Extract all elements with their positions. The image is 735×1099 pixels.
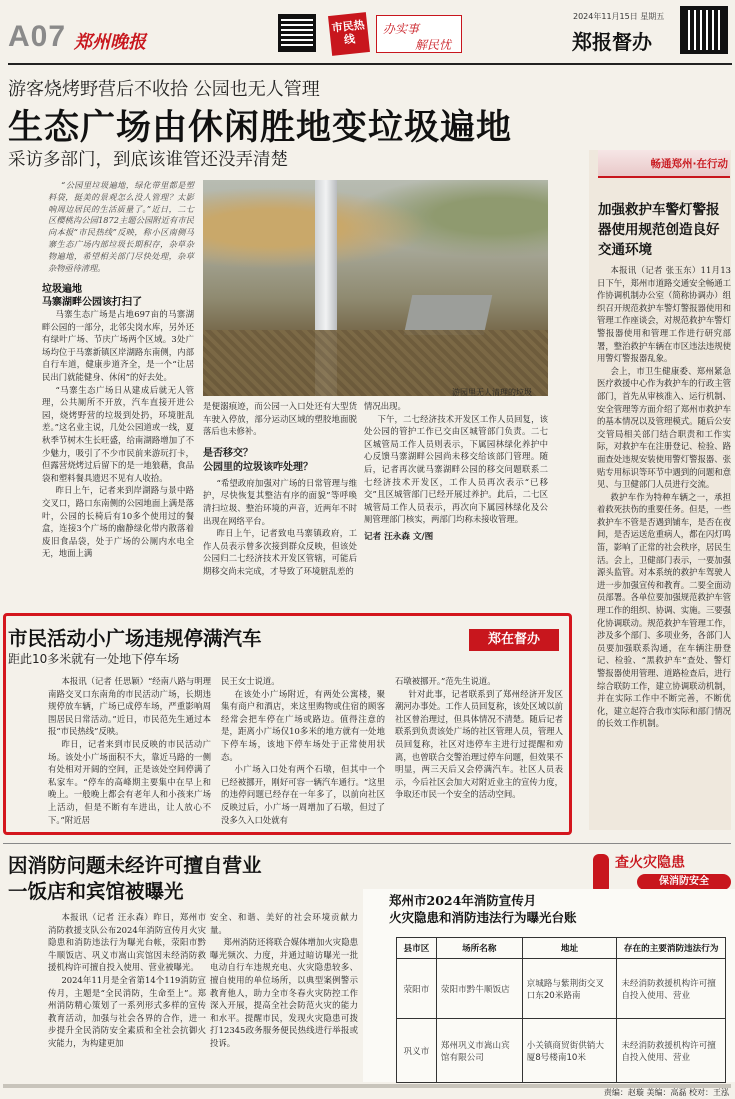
fire-col2-p1: 安全、和谐、美好的社会环境贡献力量。	[210, 912, 358, 935]
fire-logo-line-1: 查火灾隐患	[615, 855, 685, 871]
hotline-logo	[328, 12, 370, 56]
qr-code-icon	[278, 14, 316, 52]
lead-column-1	[42, 308, 194, 560]
lead-column-2	[203, 400, 357, 578]
lead-col1-p3: 昨日上午，记者来到岸湖路与景中路交叉口，路口东南侧的公园地面上满是落叶，公园的长椅后有10多个使用过的餐盒，连接3个广场的幽静绿化带内散落着废旧食品袋，处于广场的公厕内水电全无，地面上满	[42, 485, 194, 559]
masthead	[0, 0, 735, 62]
photo-caption: 游园里无人清理的垃圾	[452, 388, 532, 397]
feature-column-1	[48, 675, 211, 826]
feature-col3-p2: 针对此事，记者联系到了郑州经济开发区潮河办事处。工作人员回复称，该处区域以前社区曾治理过，但具体情况不清楚。随后记者联系到负责该处广场的社区管理人员，管理人员回复称，社区对违停车主进行过提醒和劝离，也曾联合交警治理过停车问题，但效果不明显，两三天后又会停满汽车。社区人员表示，今后社区会加大对附近业主的宣传力度，争取还市民一个安全的活动空间。	[395, 688, 563, 800]
feature-column-3	[395, 675, 563, 801]
fire-column-1	[48, 911, 206, 1050]
table-cell: 郑州巩义市嵩山宾馆有限公司	[436, 1019, 522, 1083]
table-cell: 未经消防救援机构许可擅自投入使用、营业	[617, 1019, 726, 1083]
feature-column-2	[221, 675, 385, 826]
table-cell: 京城路与紫荆街交叉口东20米路南	[522, 959, 617, 1019]
feature-col2-p3: 小广场入口处有两个石墩，但其中一个已经被挪开，刚好可容一辆汽车通行。“这里的违停问题已经存在一年多了，以前向社区反映过后，小广场一周增加了石墩，但过了没多久入口处就有	[221, 764, 385, 825]
qr-code-icon	[680, 6, 728, 54]
paper-name-logo: 郑州晚报	[74, 32, 146, 53]
lead-column-3	[364, 400, 548, 544]
table-header-cell: 场所名称	[436, 938, 522, 959]
lead-col3-p1: 情况出现。	[364, 401, 406, 411]
sidebar-p2: 会上，市卫生健康委、郑州紧急医疗救援中心作为救护车的行政主管部门，首先从审核准入、运行机制、安全管理等方面介绍了郑州市救护车的基本情况以及管理模式。随后公安交管局相关部门结合职责和工作实际，对救护车在注册登记、检验、路面查处违规安装使用警灯警报器、张贴专用标识等环节中遇到的问题和意见、与卫健部门人员进行交流。	[597, 365, 731, 490]
fire-headline-line-1: 因消防问题未经许可擅自营业	[8, 854, 262, 877]
fire-headline-line-2: 一饭店和宾馆被曝光	[8, 880, 184, 903]
photo-trees	[203, 180, 548, 300]
sidebar-headline: 加强救护车警灯警报器使用规范创造良好交通环境	[598, 202, 720, 258]
slogan-box	[376, 15, 462, 53]
sidebar-column-banner	[598, 150, 730, 178]
lead-col2-p1: 是便溺痕迹，而公园一入口处还有大型货车驶入停放，部分运动区域的塑胶地面脱落后也未修补。	[203, 401, 357, 437]
section-title: 郑报督办	[572, 30, 652, 54]
fire-table-title-line-1: 郑州市2024年消防宣传月	[389, 893, 537, 908]
fire-col1-p2: 2024年11月是全省第14个119消防宣传月，主题是“全民消防，生命至上”。郑州消防精心策划了一系列形式多样的宣传教育活动，加强与社会各界的合作，进一步提升全民消防安全素质和全社会抗御火灾能力，为构建更加	[48, 974, 206, 1048]
feature-badge	[469, 629, 559, 651]
table-cell: 巩义市	[397, 1019, 437, 1083]
fire-table-wrap	[396, 937, 726, 1083]
table-row	[397, 1019, 726, 1083]
sidebar-p1: 本报讯（记者 张玉东）11月13日下午，郑州市道路交通安全畅通工作协调机制办公室（简称协调办）组织召开规范救护车警灯警报器使用和管理工作座谈会，对规范救护车警灯警报器使用和管理工作进行研究部署，整治救护车辆在市区违法违规使用警灯警报器乱象。	[597, 265, 731, 364]
feature-headline: 市民活动小广场违规停满汽车	[8, 627, 262, 650]
table-row	[397, 959, 726, 1019]
table-header-cell: 地址	[522, 938, 617, 959]
lead-subhead: 采访多部门，到底该谁管还没弄清楚	[8, 150, 288, 170]
lead-byline: 记者 汪永森 文/图	[364, 531, 434, 542]
lead-kicker: 游客烧烤野营后不收拾 公园也无人管理	[8, 79, 320, 100]
feature-badge-text: 郑在督办	[487, 632, 540, 647]
fire-extinguisher-icon	[593, 854, 609, 890]
feature-subhead: 距此10多米就有一处地下停车场	[8, 652, 180, 666]
table-cell: 荥阳市	[397, 959, 437, 1019]
fire-logo-line-2-text: 保消防安全	[659, 876, 709, 887]
lead-col2-p2: “希望政府加强对广场的日常管理与维护，尽快恢复其整洁有序的面貌”等呼唤清扫垃圾、整治环境的声音，近两年不时出现在网络平台。	[203, 477, 357, 526]
lead-col1-p2: “马寨生态广场日从建成后就无人管理，公共厕所不开放，汽车直接开进公园，烧烤野营的垃圾到处扔，环境脏乱差。”这名业主说，几处公园道或一线，夏秋季节树木生长旺盛，给南湖路增加了不少魅力，吸引了不少市民前来游玩打卡，但露营烧烤过后留下的是一地狼藉，食品袋和塑料餐具遗迟不见有人收拾。	[42, 384, 194, 483]
slogan-line-1: 办实事	[383, 22, 420, 36]
feature-col2-p1: 民王女士说道。	[221, 676, 280, 686]
table-cell: 小关镇商贸街供销大厦8号楼南10米	[522, 1019, 617, 1083]
feature-col3-p1: 石墩被挪开。”范先生说道。	[395, 676, 496, 686]
lead-intro	[48, 180, 194, 274]
fire-logo-line-2	[637, 874, 731, 890]
feature-col1-p1: 本报讯（记者 任思颖）“经南八路与明理南路交叉口东南角的市民活动广场，长期违规停放车辆，广场已成停车场，严重影响周围居民日常活动。”近日，市民范先生通过本报“市民热线”反映。	[48, 676, 211, 737]
lead-col3-p2: 下午，二七经济技术开发区工作人员回复，该处公园的管护工作已交由区城管部门负责。二七区城管局工作人员则表示，下属园林绿化养护中心反馈马寨湖畔公园尚未移交给该部门管理。随后，记者再次就马寨湖畔公园的移交问题联系二七经济技术开发区，工作人员再次表示“已移交”且区城管部门已经开展过养护。此后，二七区城管局工作人员表示，再次向下属园林绿化及公厕管理部门核实，两部门均称未接收管理。	[364, 413, 548, 525]
page-number: A07	[8, 20, 67, 53]
issue-date: 2024年11月15日 星期五	[573, 12, 665, 21]
fire-top-rule	[3, 843, 731, 844]
sidebar-column-title: 畅通郑州·在行动	[650, 158, 728, 170]
table-cell: 未经消防救援机构许可擅自投入使用、营业	[617, 959, 726, 1019]
lead-intro-text: “公园里垃圾遍地，绿化带里都是塑料袋，挺美的景观怎么没人管理？太影响周边居民的生活质量了。”近日，二七区樱桃沟公园1872主题公园附近有市民向本报“市民热线”反映，称小区南侧马寨生态广场内部垃圾长期积存，杂草杂物遍地，希望相关部门尽快处理，杂草杂物亟待清理。	[48, 180, 194, 273]
table-header-cell: 县市区	[397, 938, 437, 959]
lead-section2-title: 是否移交？	[203, 447, 253, 459]
table-header-cell: 存在的主要消防违法行为	[617, 938, 726, 959]
lead-headline: 生态广场由休闲胜地变垃圾遍地	[8, 107, 513, 148]
lead-col1-p1: 马寨生态广场是占地697亩的马寨湖畔公园的一部分，北邻尖岗水库，另外还有绿叶广场、节庆广场两个区域。3处广场均位于马寨新镇区岸湖路东南侧，内部自行车道，健康步道齐全，是一个“让居民出门就能健身、休闲”的好去处。	[42, 309, 194, 382]
lead-photo	[203, 180, 548, 396]
table-header-row	[397, 938, 726, 959]
masthead-divider	[8, 63, 732, 65]
photo-bench	[404, 295, 493, 335]
footer-credits: 责编：赵璇 美编：高磊 校对：王泓	[603, 1088, 729, 1097]
sidebar-p3: 救护车作为特种车辆之一，承担着救死扶伤的重要任务。但是，一些救护车不管是否遇到铺车，是否在夜间，是否运送危重病人，都在闪灯鸣笛，影响了正常的社会秩序，居民生活。会上，卫健部门表示，一要加强源头监管。对本系统的救护车驾驶人进一步加强宣传和教育。二要全面动员部署。各单位要加强规范救护车管理工作的组织、协调、实施。三要强化协调联动。规范救护车管理工作，涉及多个部门、多项业务，各部门人员要加强联系沟通，在车辆注册登记、检验、“黑救护车”查处、警灯警报器使用管理、道路检查后，进行综合联防工作，建立协调联动机制，并在实际工作中不断完善，不断优化，建立起符合我市实际和部门情况的长效工作机制。	[597, 491, 731, 729]
fire-col2-p2: 郑州消防还将联合媒体增加火灾隐患曝光频次、力度，并通过暗访曝光一批电动自行车违规充电、火灾隐患较多、擅自使用的单位场所，以典型案例警示教育他人，助力全市冬春火灾防控工作深入开展，提高全社会防范火灾的能力和水平。提醒市民，发现火灾隐患可拨打12345政务服务便民热线进行举报或投诉。	[210, 937, 358, 1048]
slogan-line-2: 解民忧	[415, 38, 452, 52]
fire-column-2	[210, 911, 358, 1050]
fire-table-title-line-2: 火灾隐患和消防违法行为曝光台账	[389, 910, 577, 925]
feature-col1-p2: 昨日，记者来到市民反映的市民活动广场。该处小广场面积不大，靠近马路的一侧有处相对开阔的空间，正是该处空间停满了私家车。“停车的高峰期主要集中在早上和晚上。一般晚上都会有老年人和小孩来广场上活动，但是不断有车进出，让人放心不下。”附近居	[48, 738, 211, 825]
lead-section1-title: 垃圾遍地	[42, 284, 82, 295]
hotline-logo-text: 市民热线	[331, 18, 366, 47]
lead-col2-p3: 昨日上午，记者致电马寨镇政府，工作人员表示曾多次接到群众反映，但该处公园归二七经济技术开发区管辖，可能后期移交尚未完成，才导致了环境脏乱差的	[203, 528, 357, 576]
lead-section2-sub: 公园里的垃圾该咋处理？	[203, 461, 313, 473]
fire-col1-p1: 本报讯（记者 汪永森）昨日，郑州市消防救援支队公布2024年消防宣传月火灾隐患和消防违法行为曝光台帐，荥阳市黔牛顺饭店、巩义市嵩山宾馆因未经消防救援机构许可擅自投入使用、营业被曝光。	[48, 912, 206, 973]
sidebar-body	[597, 264, 731, 730]
lead-section1-sub: 马寨湖畔公园该打扫了	[42, 297, 142, 308]
fire-exposure-table	[396, 937, 726, 1083]
feature-col2-p2: 在该处小广场附近，有两处公寓楼，聚集有商户和酒店，来这里购物或住宿的顾客经常会把车停在广场或路边。值得注意的是，距离小广场仅10多米的地方就有一处地下停车场，该地下停车场处于正常使用状态。	[221, 688, 385, 762]
fire-safety-logo	[593, 852, 731, 894]
table-cell: 荥阳市黔牛顺饭店	[436, 959, 522, 1019]
